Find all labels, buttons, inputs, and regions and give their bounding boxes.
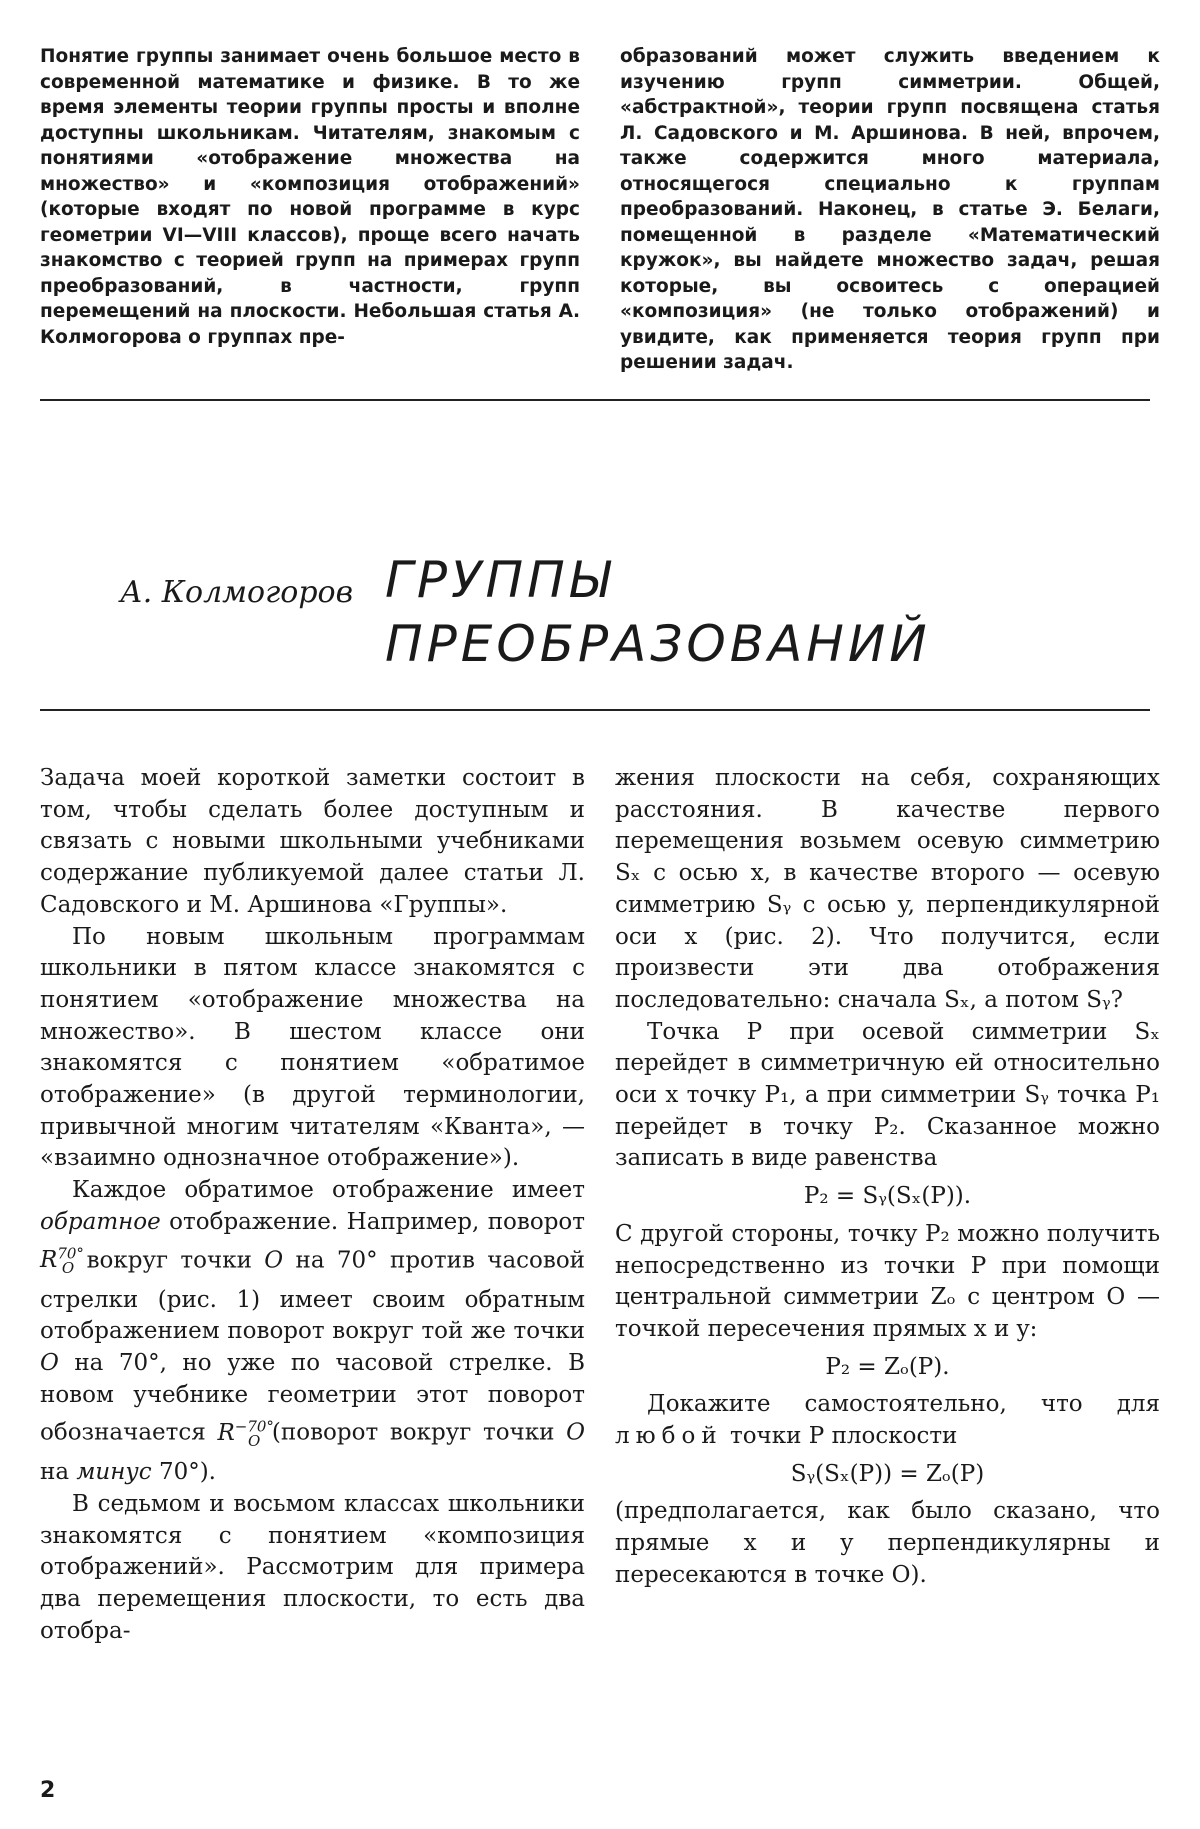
formula-1: P₂ = Sᵧ(Sₓ(P)). xyxy=(803,1183,972,1210)
rotation-positive: $R^{70^\circ}_O$ xyxy=(40,1244,84,1277)
intro-block xyxy=(40,44,1160,376)
formula-3: Sᵧ(Sₓ(P)) = Zₒ(P) xyxy=(790,1460,985,1487)
right-paragraph-3: С другой стороны, точку P₂ можно получить непосредственно из точки P при помощи центральной симметрии Zₒ с центром O — точкой пересечения прямых x и y: xyxy=(615,1220,1160,1342)
article-body xyxy=(40,763,1160,1647)
top-divider xyxy=(40,399,1150,401)
formula-2: P₂ = Zₒ(P). xyxy=(825,1353,950,1380)
article-title xyxy=(385,548,931,676)
intro-right-column xyxy=(620,44,1160,376)
left-paragraph-3: Каждое обратимое отображение имеет обратное отображение. Например, поворот $R^{70^\circ}_O$ вокруг точки O на 70° против часовой стрелки (рис. 1) имеет своим обратным отображением поворот вокруг той же точки O на 70°, но уже по часовой стрелке. В новом учебнике геометрии этот поворот обозначается $R^{-70^\circ}_O$ (поворот вокруг точки O на минус 70°). xyxy=(40,1177,586,1486)
left-paragraph-4: В седьмом и восьмом классах школьники знакомятся с понятием «композиция отображений». Рассмотрим для примера два перемещения плоскости, то есть два отобра- xyxy=(40,1490,585,1644)
page-number: 2 xyxy=(40,1778,56,1803)
bottom-divider xyxy=(40,709,1150,711)
rotation-negative: $R^{-70^\circ}_O$ xyxy=(217,1417,274,1450)
spaced-word: любой xyxy=(615,1423,723,1450)
left-paragraph-1: Задача моей короткой заметки состоит в том, чтобы сделать более доступным и связать с новыми школьными учебниками содержание публикуемой далее статьи Л. Садовского и М. Аршинова «Группы». xyxy=(40,765,585,918)
right-paragraph-5: (предполагается, как было сказано, что прямые x и y перпендикулярны и пересекаются в точке O). xyxy=(615,1498,1160,1588)
intro-left-column xyxy=(40,44,580,376)
left-paragraph-2: По новым школьным программам школьники в пятом классе знакомятся с понятием «отображение множества на множество». В шестом классе они знакомятся с понятием «обратимое отображение» (в другой терминологии, привычной многим читателям «Кванта», — «взаимно однозначное отображение»). xyxy=(40,923,585,1172)
body-right-column xyxy=(615,763,1160,1647)
article-author: А. Колмогоров xyxy=(120,575,354,610)
emphasis-inverse: обратное xyxy=(40,1208,161,1235)
title-line-1: ГРУППЫ xyxy=(385,551,614,609)
intro-left-text: Понятие группы занимает очень большое место в современной математике и физике. В то же время элементы теории группы просты и вполне доступны школьникам. Читателям, знакомым с понятиями «отображение множества на множество» и «композиция отображений» (которые входят по новой программе в курс геометрии VI—VIII классов), проще всего начать знакомство с теорией групп на примерах групп преобразований, в частности, групп перемещений на плоскости. Небольшая статья А. Колмогорова о группах пре- xyxy=(40,46,580,348)
body-left-column xyxy=(40,763,585,1647)
emphasis-minus: минус xyxy=(76,1459,152,1486)
right-paragraph-1: жения плоскости на себя, сохраняющих расстояния. В качестве первого перемещения возьмем осевую симметрию Sₓ с осью x, в качестве второго — осевую симметрию Sᵧ с осью y, перпендикулярной оси x (рис. 2). Что получится, если произвести эти два отображения последовательно: сначала Sₓ, а потом Sᵧ? xyxy=(615,765,1160,1013)
right-paragraph-4: Докажите самостоятельно, что для любой точки P плоскости xyxy=(615,1391,1160,1450)
title-line-2: ПРЕОБРАЗОВАНИЙ xyxy=(385,615,931,673)
intro-right-text: образований может служить введением к изучению групп симметрии. Общей, «абстрактной», теории групп посвящена статья Л. Садовского и М. Аршинова. В ней, впрочем, также содержится много материала, относящегося специально к группам преобразований. Наконец, в статье Э. Белаги, помещенной в разделе «Математический кружок», вы найдете множество задач, решая которые, вы освоитесь с операцией «композиция» (не только отображений) и увидите, как применяется теория групп при решении задач. xyxy=(620,46,1160,373)
right-paragraph-2: Точка P при осевой симметрии Sₓ перейдет в симметричную ей относительно оси x точку P₁, а при симметрии Sᵧ точка P₁ перейдет в точку P₂. Сказанное можно записать в виде равенства xyxy=(615,1018,1160,1172)
